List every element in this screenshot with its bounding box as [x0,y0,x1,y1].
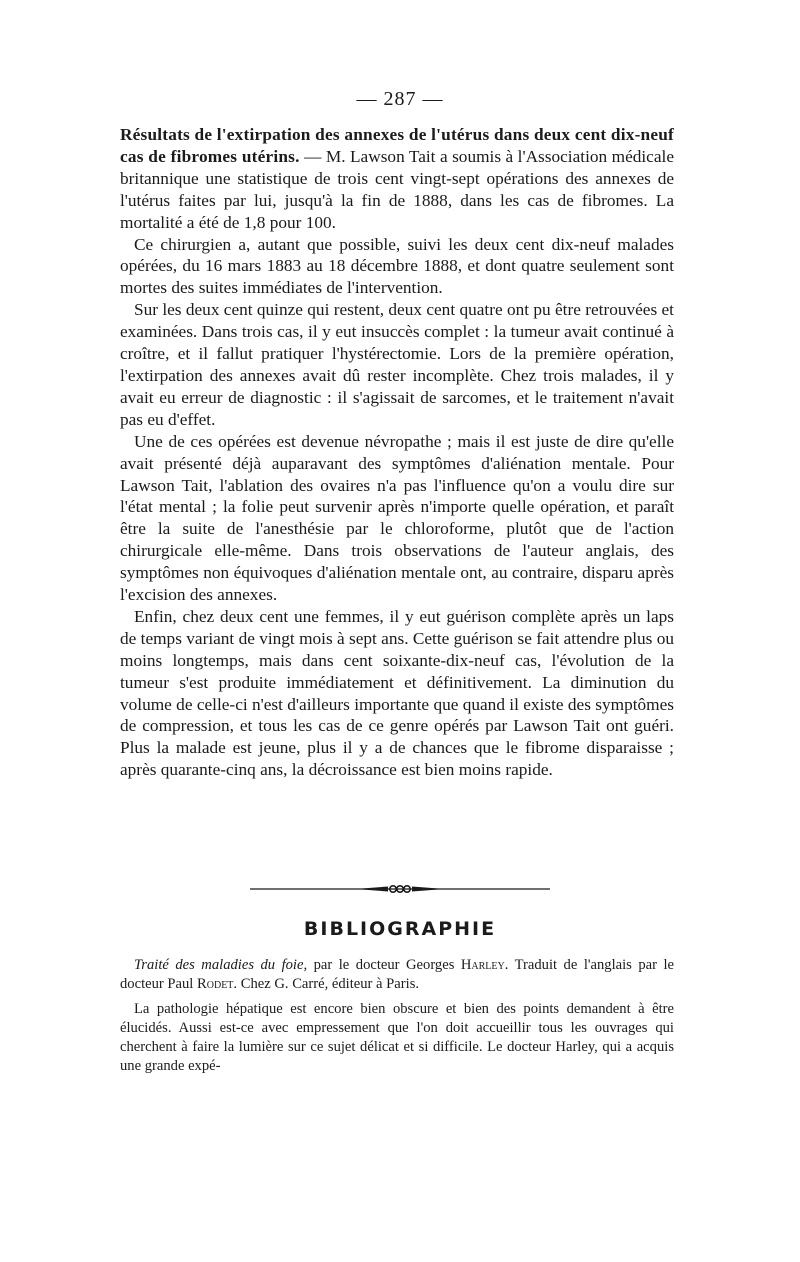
entry-translation: . Traduit de l'anglais par le docteur Paul [120,957,674,992]
author-name: Harley [460,957,505,973]
entry-publisher: . Chez G. Carré, éditeur à Paris. [233,976,420,992]
article-heading: Résultats de l'extirpation des annexes de l'utérus dans deux cent dix-neuf cas de fibromes utérins. [120,125,674,166]
article-paragraph-1-text: — M. Lawson Tait a soumis à l'Association médicale britannique une statistique de trois cent vingt-sept opérations des annexes de l'utérus faites par lui, jusqu'à la fin de 1888, dans les cas de fibromes. La mortalité a été de 1,8 pour 100. [120,146,674,232]
article-paragraph-1 [120,124,674,234]
bibliography-review: La pathologie hépatique est encore bien obscure et bien des points demandent à être élucidés. Aussi est-ce avec empressement que l'on doit accueillir tous les ouvrages qui cherchent à faire la lumière sur ce sujet délicat et si difficile. Le docteur Harley, qui a acquis une grande expé- [120,1001,674,1074]
entry-author-prefix: par le docteur Georges [307,957,461,973]
article-paragraph-5: Enfin, chez deux cent une femmes, il y eut guérison complète après un laps de temps variant de vingt mois à sept ans. Cette guérison se fait attendre plus ou moins longtemps, mais dans cent soixante-dix-neuf cas, l'évolution de la tumeur s'est produite immédiatement et définitivement. La diminution du volume de celle-ci n'est d'ailleurs importante que quand il existe des symptômes de compression, et tous les cas de ce genre opérés par Lawson Tait ont guéri. Plus la malade est jeune, plus il y a de chances que le fibrome disparaisse ; après quarante-cinq ans, la décroissance est bien moins rapide. [120,606,674,780]
article-paragraph-3: Sur les deux cent quinze qui restent, deux cent quatre ont pu être retrouvées et examinées. Dans trois cas, il y eut insuccès complet : la tumeur avait continué à croître, et il fallut pratiquer l'hystérectomie. Lors de la première opération, l'extirpation des annexes avait dû rester incomplète. Chez trois malades, il y avait eu erreur de diagnostic : il s'agissait de sarcomes, et le traitement n'avait pas eu d'effet. [120,300,674,429]
article-paragraph-4: Une de ces opérées est devenue névropathe ; mais il est juste de dire qu'elle avait présenté déjà auparavant des symptômes d'aliénation mentale. Pour Lawson Tait, l'ablation des ovaires n'a pas l'influence qu'on a voulu dire sur l'état mental ; la folie peut survenir après n'importe quelle opération, et paraît être la suite de l'anesthésie par le chloroforme, plutôt que de l'action chirurgicale elle-même. Dans trois observations de l'auteur anglais, des symptômes non équivoques d'aliénation mentale ont, au contraire, disparu après l'excision des annexes. [120,431,674,605]
translator-name: Rodet [197,976,234,992]
bibliography-entry [120,956,674,994]
page-number: — 287 — [356,88,444,110]
article-paragraph-2: Ce chirurgien a, autant que possible, suivi les deux cent dix-neuf malades opérées, du 16 mars 1883 au 18 décembre 1888, et dont quatre seulement sont mortes des suites immédiates de l'intervention. [120,234,674,298]
bibliography-heading: BIBLIOGRAPHIE [303,918,497,940]
article-section [120,124,674,781]
book-title: Traité des maladies du foie, [134,957,308,973]
bibliography-section [120,956,674,1076]
ornamental-rule-icon [250,882,550,896]
